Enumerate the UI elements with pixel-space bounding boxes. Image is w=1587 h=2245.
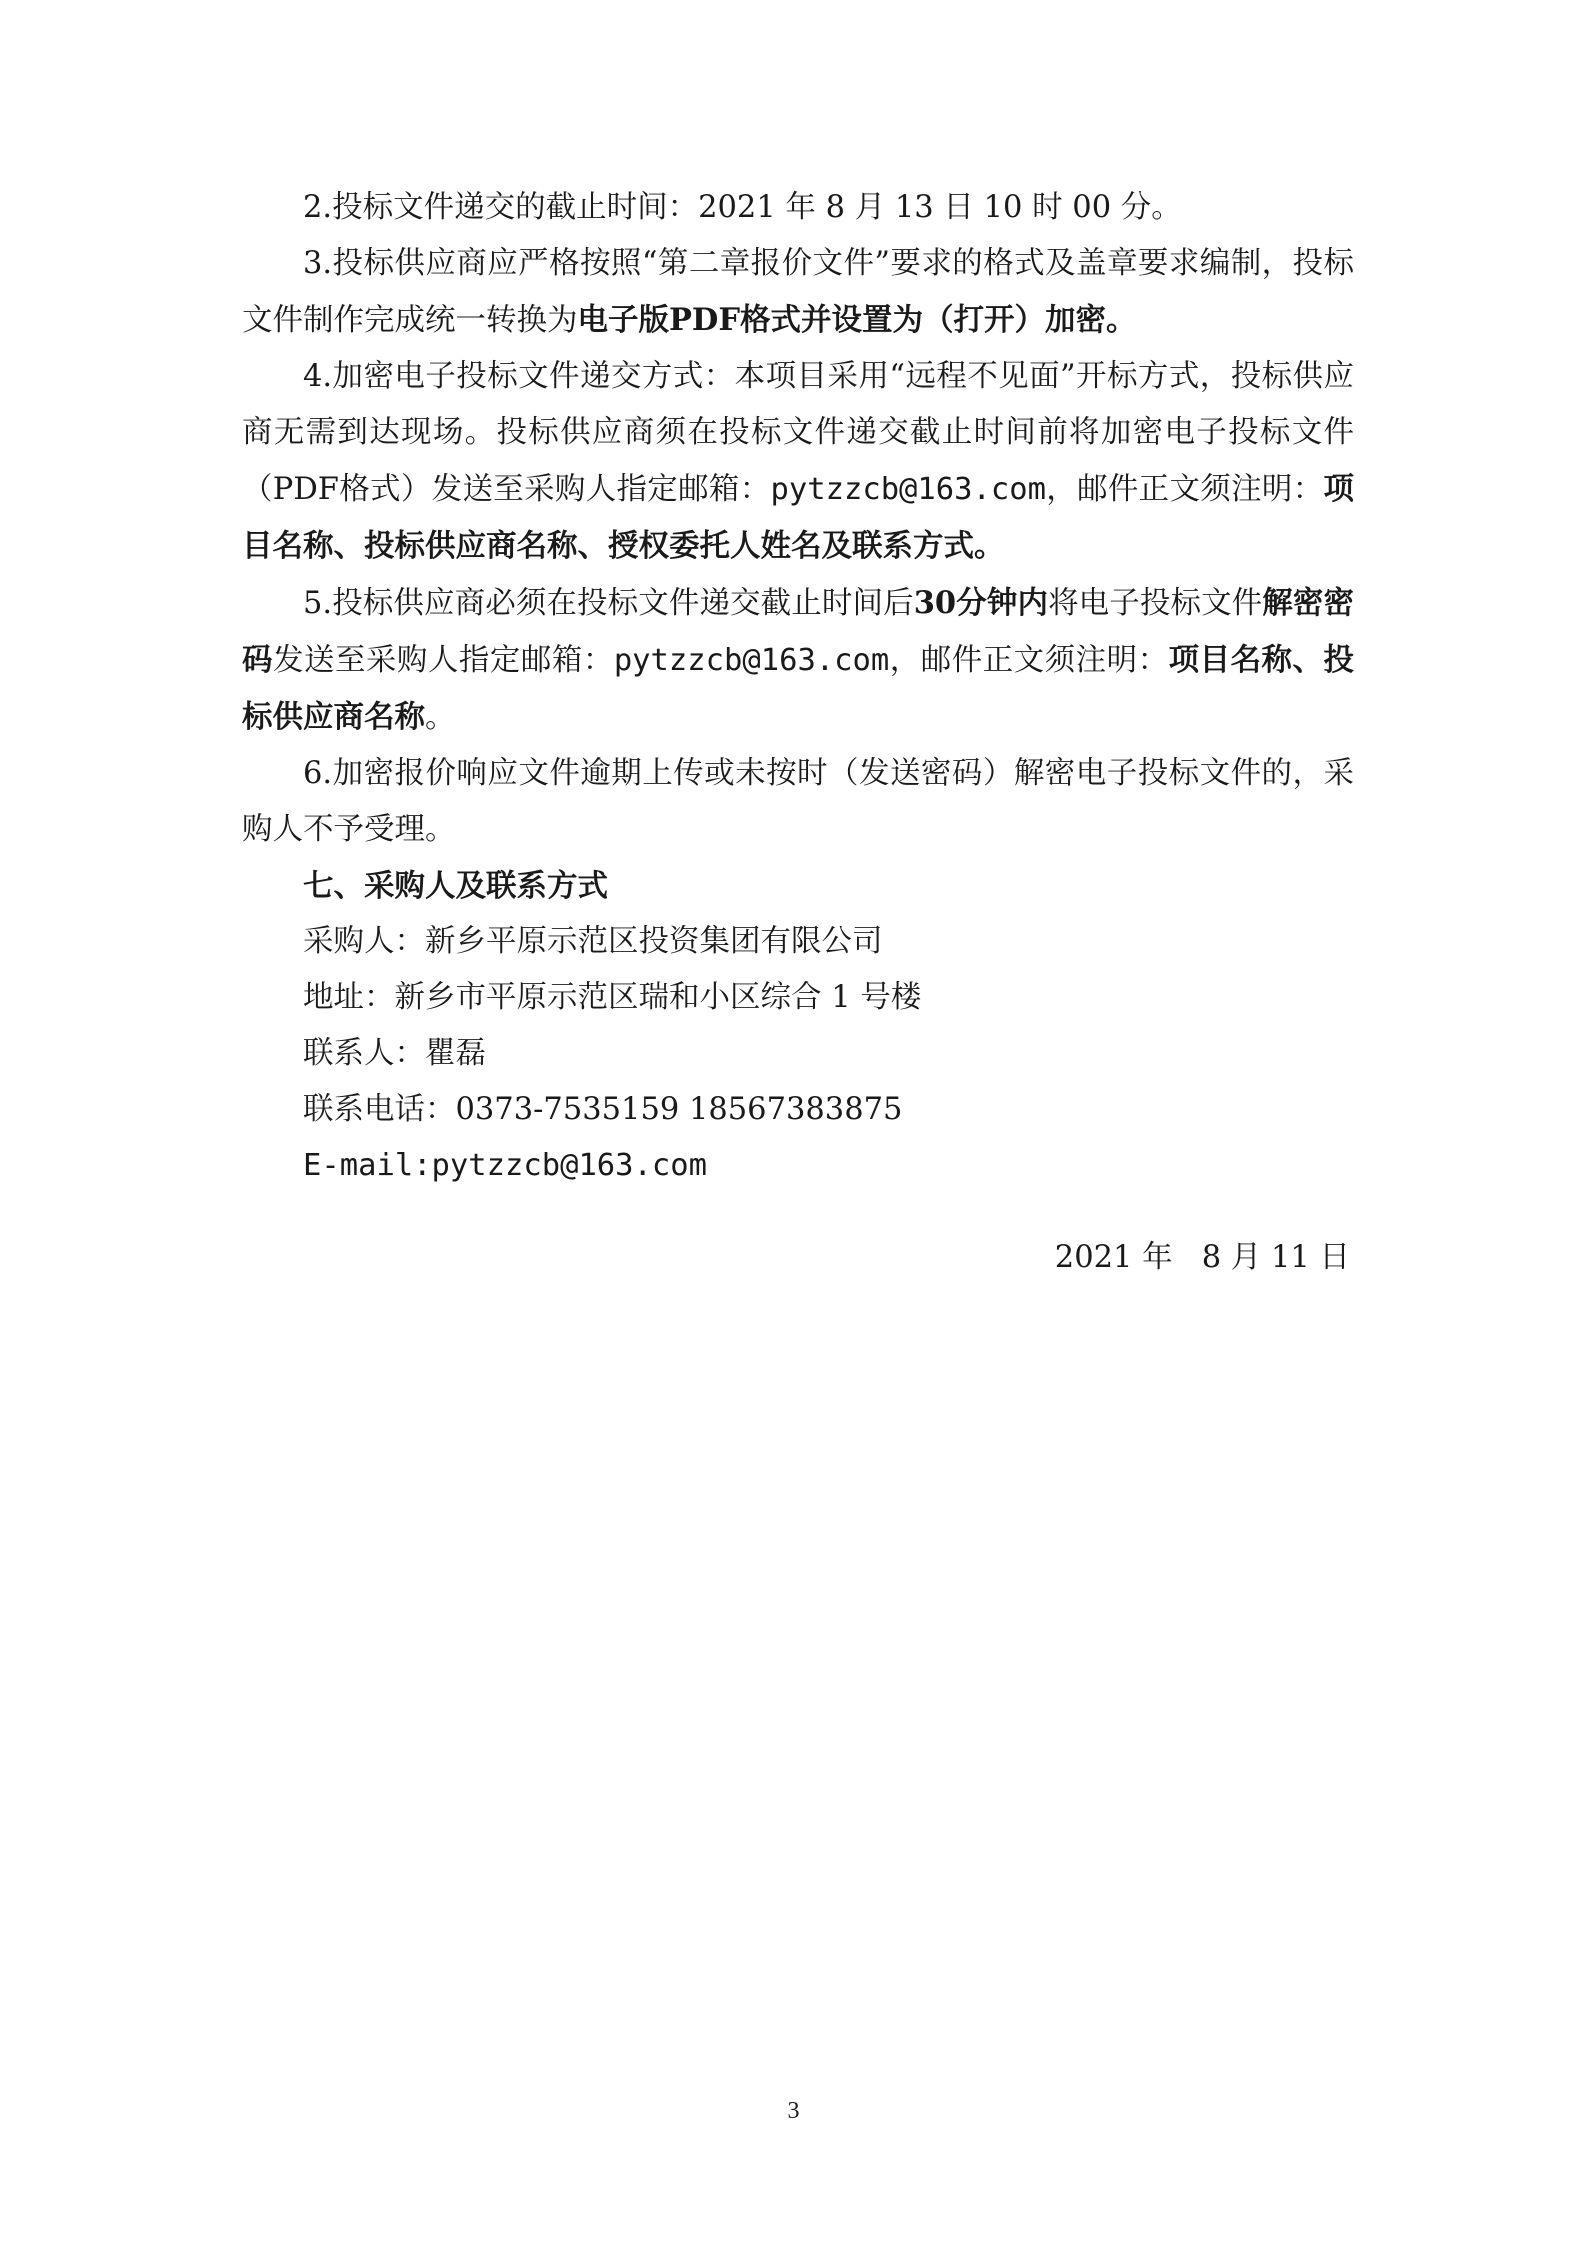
late-paragraph <box>242 746 1354 858</box>
purchaser-line: 采购人：新乡平原示范区投资集团有限公司 <box>303 924 883 959</box>
decrypt-period: 。 <box>425 700 456 735</box>
decrypt-bold-tail: 项目名称、投标供应商名称 <box>242 642 1355 735</box>
decrypt-email: pytzzcb@163.com <box>613 643 890 678</box>
submission-bold-text: 项目名称、投标供应商名称、授权委托人姓名及联系方式。 <box>242 471 1355 564</box>
format-tail-text: 加密。 <box>1045 302 1137 338</box>
decrypt-middle: 将电子投标文件 <box>1048 586 1263 621</box>
format-paragraph <box>242 236 1354 349</box>
deadline-text: 2.投标文件递交的截止时间：2021 年 8 月 13 日 10 时 00 分。 <box>303 190 1182 225</box>
decrypt-text: 5.投标供应商必须在投标文件递交截止时间后 <box>303 586 914 621</box>
submission-text: 4.加密电子投标文件递交方式：本项目采用“远程不见面”开标方式，投标供应商无需到达现场。投标供应商须在投标文件递交截止时间前将加密电子投标文件（PDF格式）发送至采购人指定邮箱： <box>242 359 1354 507</box>
submission-after-email: ，邮件正文须注明： <box>1045 472 1324 507</box>
section7-heading: 七、采购人及联系方式 <box>303 868 608 904</box>
page-content <box>242 180 1354 1286</box>
phone-line: 联系电话：0373-7535159 18567383875 <box>303 1092 903 1127</box>
email-line: E-mail:pytzzcb@163.com <box>303 1148 707 1183</box>
format-text: 3.投标供应商应严格按照“第二章报价文件”要求的格式及盖章要求编制，投标文件制作完成统一转换为 <box>242 246 1354 338</box>
decrypt-after-password: 发送至采购人指定邮箱： <box>272 643 614 678</box>
decrypt-time: 30分钟内 <box>913 585 1049 621</box>
decrypt-after-email: ，邮件正文须注明： <box>889 643 1169 678</box>
document-date <box>242 1230 1354 1286</box>
address-line: 地址：新乡市平原示范区瑞和小区综合 1 号楼 <box>303 980 922 1015</box>
submission-email: pytzzcb@163.com <box>770 472 1046 507</box>
deadline-paragraph <box>242 180 1354 236</box>
decrypt-password: 解密密码 <box>242 585 1355 678</box>
decrypt-paragraph <box>242 575 1354 746</box>
page-number: 3 <box>787 2098 800 2124</box>
format-bold-text: 电子版PDF格式并设置为（打开） <box>577 302 1046 338</box>
contact-line: 联系人：瞿磊 <box>303 1036 486 1071</box>
late-text: 6.加密报价响应文件逾期上传或未按时（发送密码）解密电子投标文件的，采购人不予受理。 <box>242 756 1354 847</box>
date-text: 2021 年 8 月 11 日 <box>1054 1240 1350 1275</box>
submission-paragraph <box>242 349 1354 575</box>
